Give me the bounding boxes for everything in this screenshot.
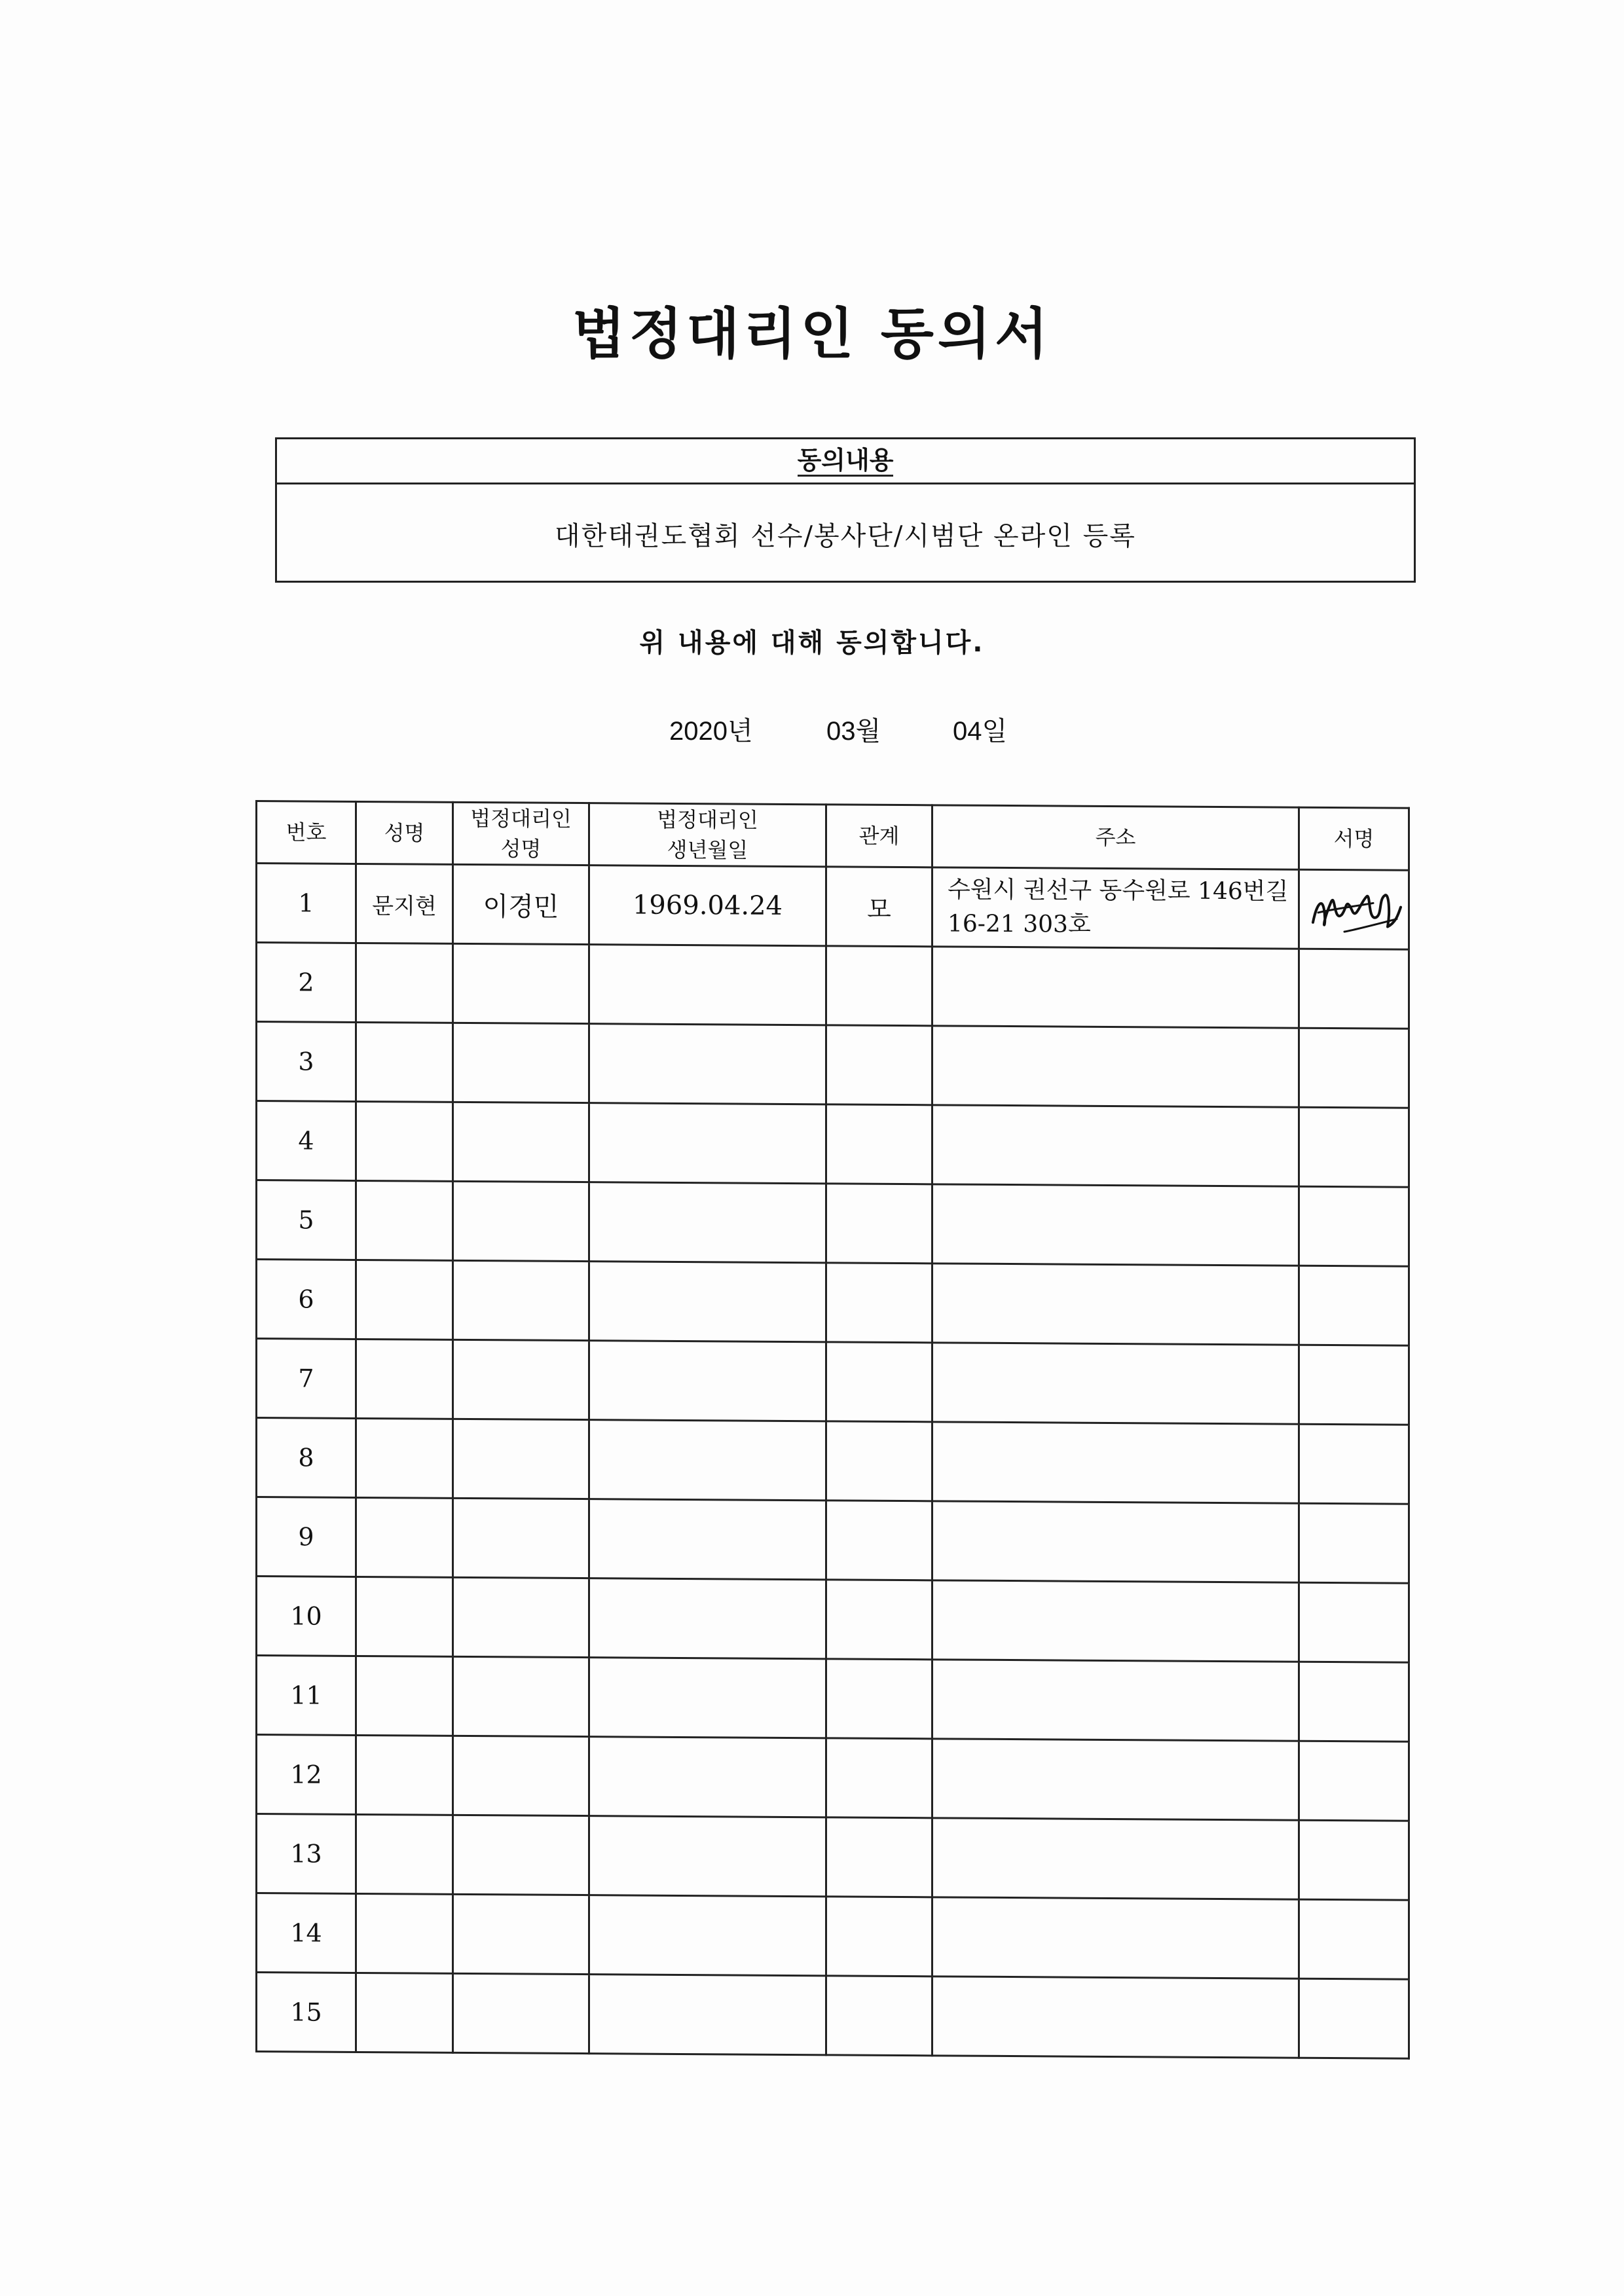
row-name (356, 943, 453, 1023)
row-name (356, 1022, 453, 1102)
table-row (257, 1339, 1409, 1425)
row-address (932, 1660, 1299, 1741)
date-day: 04일 (953, 717, 1008, 746)
row-name (356, 1497, 453, 1577)
row-no: 8 (257, 1418, 356, 1498)
table-row (257, 1893, 1409, 1980)
row-signature (1299, 1028, 1409, 1108)
row-rep-name (453, 943, 589, 1023)
row-address (932, 1343, 1299, 1424)
page-title: 법정대리인 동의서 (572, 302, 1052, 366)
header-rep-dob (589, 803, 826, 867)
row-relation (826, 1342, 932, 1422)
table-header-row (257, 801, 1409, 871)
table-row (257, 1814, 1409, 1901)
row-signature (1299, 869, 1409, 949)
consent-body: 대한태권도협회 선수/봉사단/시범단 온라인 등록 (555, 520, 1136, 551)
handwritten-signature (1305, 877, 1403, 943)
header-address: 주소 (932, 805, 1299, 869)
row-name (356, 1576, 453, 1656)
row-relation (826, 1976, 932, 2056)
row-relation (826, 1897, 932, 1977)
row-address (932, 1105, 1299, 1186)
table-row (257, 943, 1409, 1029)
row-name (356, 1814, 453, 1894)
header-rep-name-line1: 법정대리인 (470, 806, 572, 831)
row-address (932, 1184, 1299, 1266)
row-rep-dob (589, 1816, 826, 1897)
row-signature (1299, 1662, 1409, 1741)
row-name (356, 1735, 453, 1815)
row-address (932, 1026, 1299, 1107)
row-rep-name (453, 1102, 589, 1182)
consent-box (275, 437, 1416, 583)
row-address: 수원시 권선구 동수원로 146번길 16-21 303호 (932, 867, 1299, 949)
row-relation (826, 1659, 932, 1739)
row-address (932, 947, 1299, 1028)
table-row (257, 1656, 1409, 1742)
row-no: 15 (257, 1973, 356, 2052)
row-address (932, 1422, 1299, 1503)
row-rep-name (453, 1815, 589, 1895)
row-rep-dob (589, 1262, 826, 1342)
table-row (257, 1497, 1409, 1584)
table-row (257, 1180, 1409, 1267)
row-no: 11 (257, 1656, 356, 1736)
table-row (257, 1022, 1409, 1108)
header-rep-name (453, 802, 589, 865)
roster-table (255, 800, 1410, 2060)
row-address (932, 1897, 1299, 1978)
row-signature (1299, 1820, 1409, 1900)
row-no: 2 (257, 943, 356, 1023)
row-no: 1 (257, 864, 356, 943)
agree-statement: 위 내용에 대해 동의합니다. (639, 628, 985, 658)
row-no: 7 (257, 1339, 356, 1419)
row-signature (1299, 1582, 1409, 1662)
row-relation (826, 1817, 932, 1897)
date-month: 03월 (826, 717, 881, 746)
row-signature (1299, 1741, 1409, 1821)
row-rep-dob (589, 1420, 826, 1501)
row-name (356, 1339, 453, 1419)
row-rep-dob (589, 1103, 826, 1184)
row-rep-name (453, 1894, 589, 1974)
row-rep-dob (589, 1578, 826, 1659)
row-rep-name (453, 1023, 589, 1102)
row-signature (1299, 1978, 1409, 2058)
table-row (257, 1973, 1409, 2059)
row-address (932, 1580, 1299, 1662)
row-name (356, 1973, 453, 2052)
row-name: 문지현 (356, 864, 453, 943)
row-relation (826, 1738, 932, 1818)
row-rep-name (453, 1181, 589, 1261)
table-row (257, 1735, 1409, 1821)
row-no: 10 (257, 1576, 356, 1656)
row-no: 4 (257, 1101, 356, 1181)
row-rep-dob (589, 1182, 826, 1263)
row-rep-dob (589, 1895, 826, 1976)
row-signature (1299, 1107, 1409, 1187)
table-row (257, 1101, 1409, 1188)
row-relation (826, 1580, 932, 1660)
row-address (932, 1739, 1299, 1820)
row-relation (826, 1184, 932, 1264)
row-name (356, 1101, 453, 1181)
row-rep-name (453, 1339, 589, 1419)
table-row (257, 1418, 1409, 1504)
table-row (257, 1260, 1409, 1346)
row-rep-dob (589, 1658, 826, 1738)
header-rep-dob-line1: 법정대리인 (657, 807, 758, 833)
row-relation (826, 1025, 932, 1105)
row-signature (1299, 949, 1409, 1029)
row-address (932, 1977, 1299, 2058)
row-address (932, 1501, 1299, 1582)
row-rep-dob (589, 945, 826, 1025)
row-no: 13 (257, 1814, 356, 1894)
date-year: 2020년 (669, 717, 753, 746)
header-no: 번호 (257, 801, 356, 864)
row-rep-dob (589, 1024, 826, 1104)
row-no: 12 (257, 1735, 356, 1815)
consent-header (277, 439, 1414, 484)
header-rep-dob-line2: 생년월일 (667, 837, 748, 863)
row-name (356, 1418, 453, 1498)
row-name (356, 1260, 453, 1339)
row-signature (1299, 1424, 1409, 1504)
row-rep-dob (589, 1737, 826, 1817)
consent-header-label: 동의내용 (798, 446, 894, 477)
row-no: 3 (257, 1022, 356, 1102)
row-rep-dob: 1969.04.24 (589, 866, 826, 946)
row-signature (1299, 1266, 1409, 1345)
row-rep-dob (589, 1499, 826, 1580)
row-relation (826, 1104, 932, 1184)
row-rep-name (453, 1498, 589, 1578)
row-signature (1299, 1899, 1409, 1979)
row-signature (1299, 1186, 1409, 1266)
row-rep-name (453, 1260, 589, 1340)
row-name (356, 1180, 453, 1260)
row-rep-name (453, 1656, 589, 1736)
row-relation (826, 1263, 932, 1343)
header-rep-name-line2: 성명 (500, 836, 542, 862)
table-row (257, 864, 1409, 950)
row-no: 9 (257, 1497, 356, 1577)
row-rep-name (453, 1736, 589, 1815)
row-address (932, 1264, 1299, 1345)
header-signature: 서명 (1299, 807, 1409, 870)
row-rep-name (453, 1419, 589, 1499)
row-signature (1299, 1345, 1409, 1425)
row-rep-dob (589, 1975, 826, 2055)
row-no: 5 (257, 1180, 356, 1260)
row-name (356, 1893, 453, 1973)
header-name: 성명 (356, 801, 453, 864)
row-relation (826, 1501, 932, 1580)
header-relation: 관계 (826, 805, 932, 867)
row-no: 14 (257, 1893, 356, 1973)
table-row (257, 1576, 1409, 1663)
row-no: 6 (257, 1260, 356, 1339)
row-rep-name (453, 1577, 589, 1657)
row-rep-name: 이경민 (453, 864, 589, 944)
row-address (932, 1818, 1299, 1899)
row-signature (1299, 1503, 1409, 1583)
row-rep-name (453, 1973, 589, 2053)
row-name (356, 1656, 453, 1736)
row-relation (826, 946, 932, 1026)
row-relation: 모 (826, 867, 932, 947)
row-rep-dob (589, 1341, 826, 1421)
row-relation (826, 1421, 932, 1501)
